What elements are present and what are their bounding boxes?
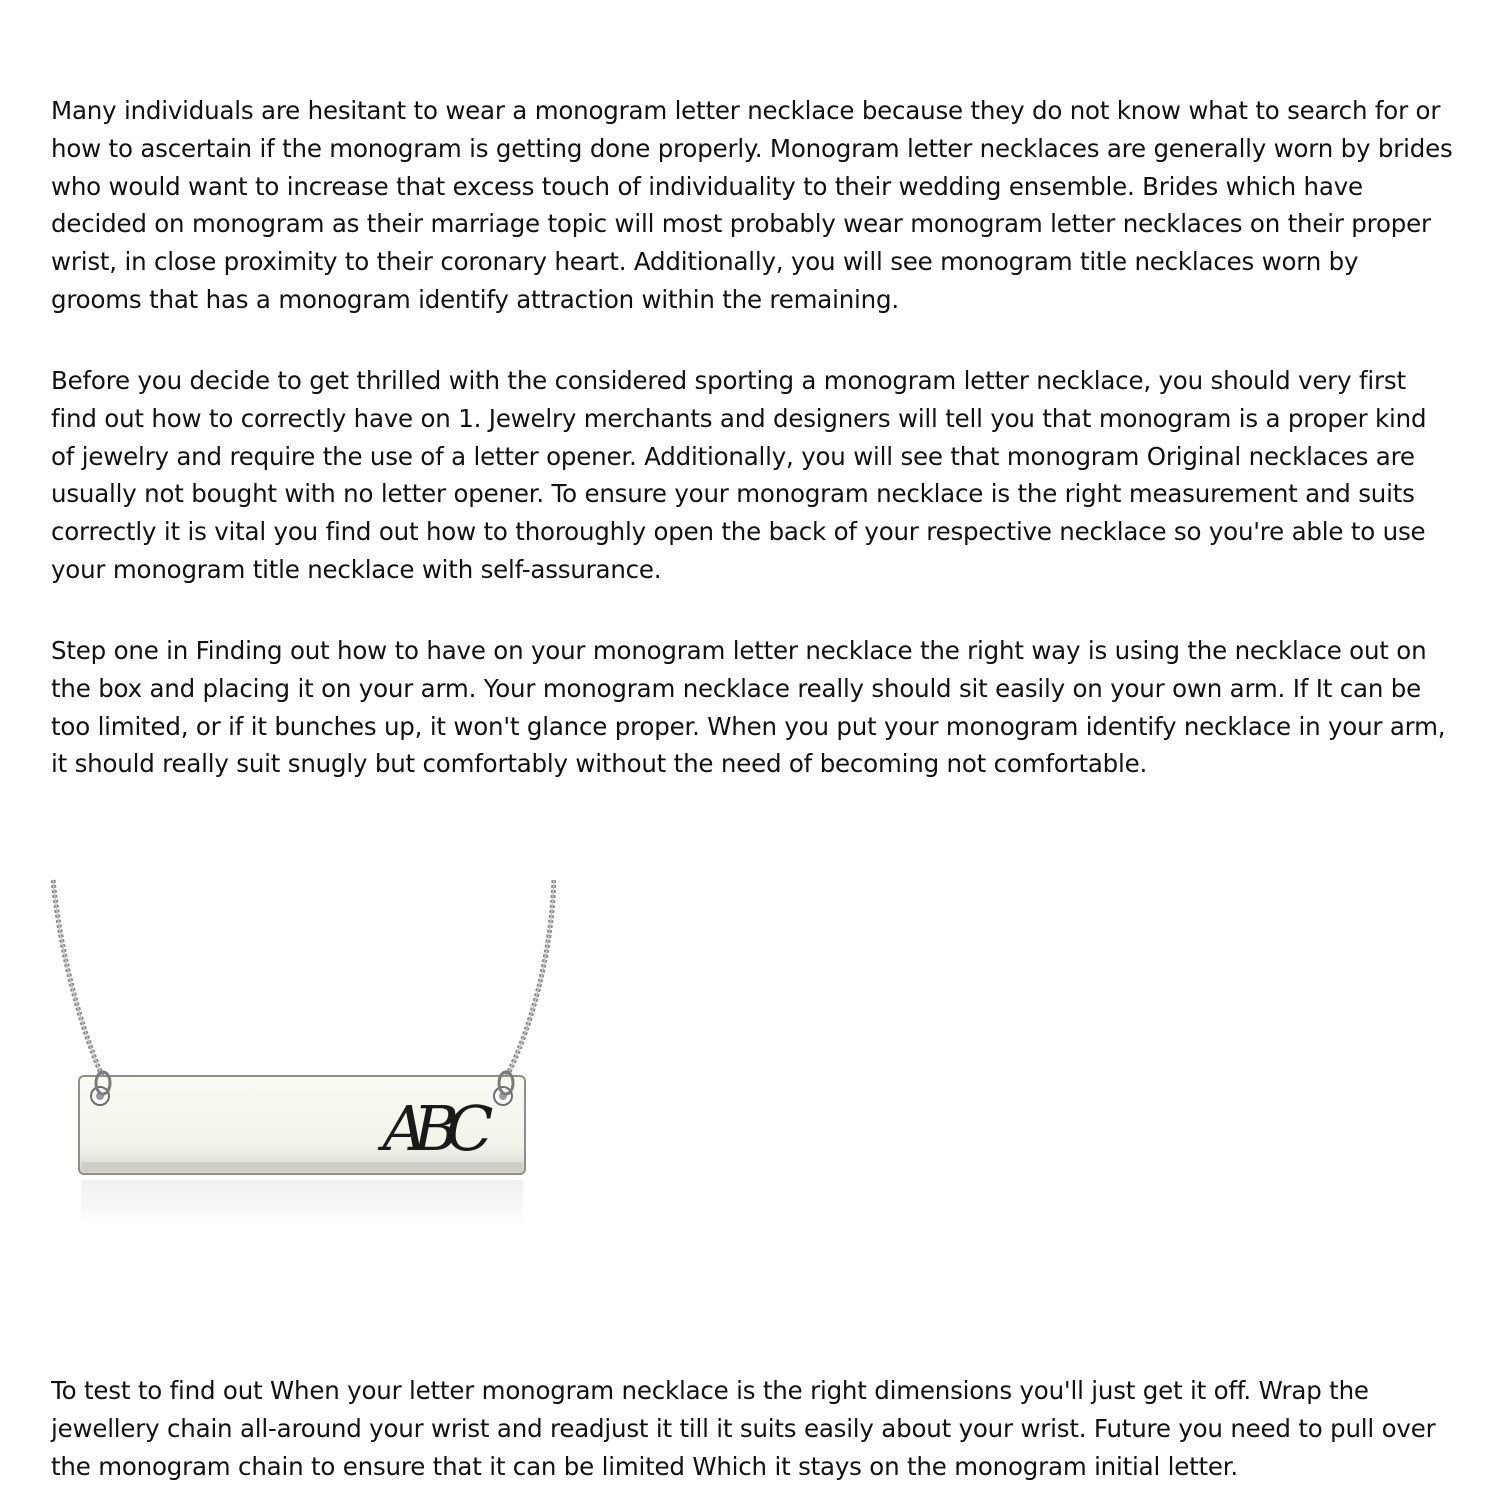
reflection [81,1180,523,1230]
monogram-bar-necklace-illustration [51,878,556,1238]
paragraph-1: Many individuals are hesitant to wear a monogram letter necklace because they do not know what to search for or how to ascertain if the monogram is getting done properly. Monogram letter necklaces are generally worn by brides who would want to increase that excess touch of individuality to their wedding ensemble. Brides which have decided on monogram as their marriage topic will most probably wear monogram letter necklaces on their proper wrist, in close proximity to their coronary heart. Additionally, you will see monogram title necklaces worn by grooms that has a monogram identify attraction within the remaining. [51,96,1453,314]
left-chain [53,880,103,1078]
monogram-engraving: ABC [382,1092,480,1165]
paragraph-3: Step one in Finding out how to have on your monogram letter necklace the right way is using the necklace out on the box and placing it on your arm. Your monogram necklace really should sit easily on your own arm. If It can be too limited, or if it bunches up, it won't glance proper. When you put your monogram identify necklace in your arm, it should really suit snugly but comfortably without the need of becoming not comfortable. [51,636,1446,779]
paragraph-4: To test to find out When your letter monogram necklace is the right dimensions you'll just get it off. Wrap the jewellery chain all-around your wrist and readjust it till it suits easily about your wrist. Future you need to pull over the monogram chain to ensure that it can be limited Which it stays on the monogram initial letter. [51,1376,1436,1481]
right-chain [506,880,554,1078]
necklace-image [51,878,556,1238]
paragraph-2: Before you decide to get thrilled with the considered sporting a monogram letter necklace, you should very first find out how to correctly have on 1. Jewelry merchants and designers will tell you that monogram is a proper kind of jewelry and require the use of a letter opener. Additionally, you will see that monogram Original necklaces are usually not bought with no letter opener. To ensure your monogram necklace is the right measurement and suits correctly it is vital you find out how to thoroughly open the back of your respective necklace so you're able to use your monogram title necklace with self-assurance. [51,366,1427,584]
